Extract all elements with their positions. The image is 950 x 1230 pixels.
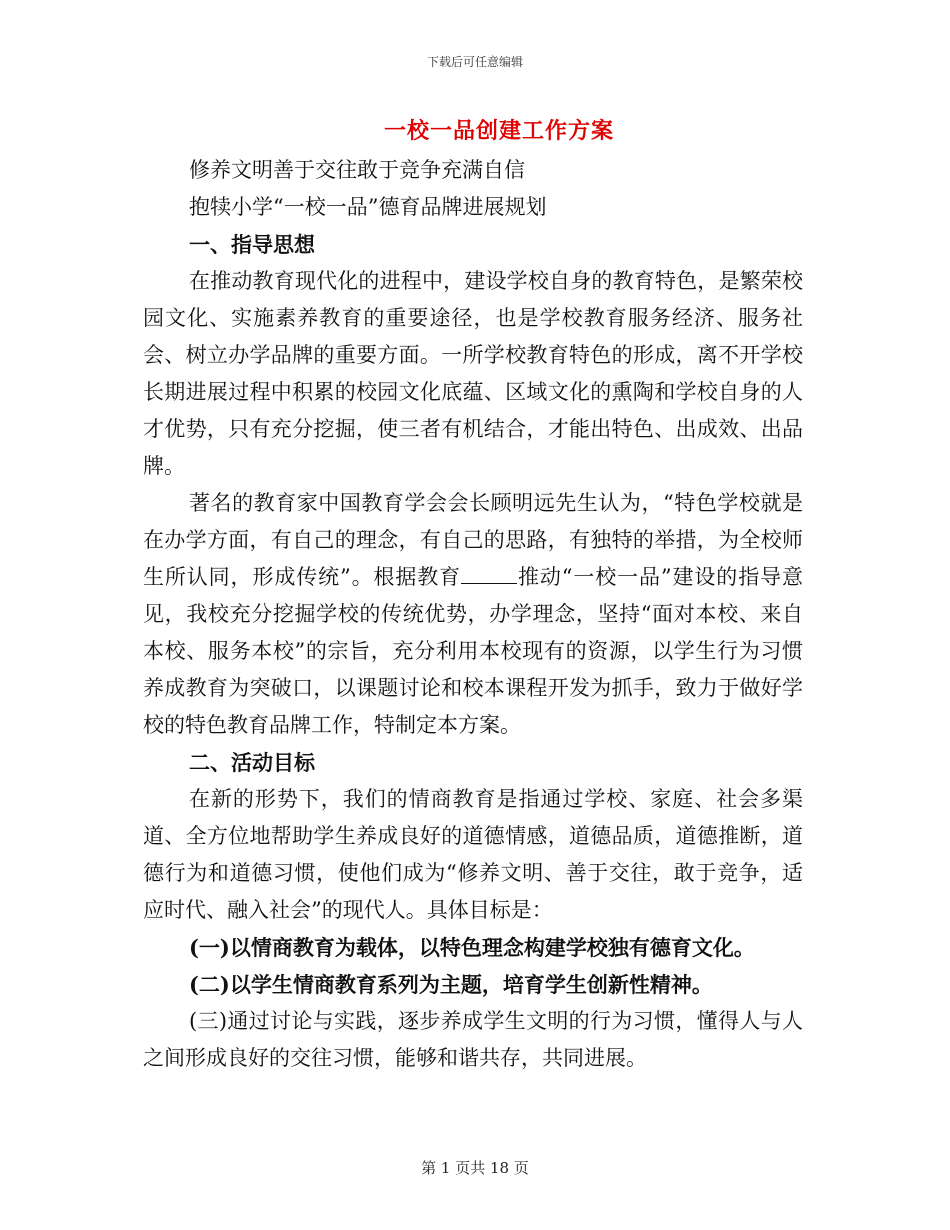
- section-1-paragraph-2-part-a: 著名的教育家中国教育学会会长顾明远先生认为，“特色学校就是在办学方面，有自己的理念，有自己的思路，有独特的举措，为全校师生所认同，形成传统”。根据教育: [143, 491, 803, 589]
- goal-3: (三)通过讨论与实践，逐步养成学生文明的行为习惯，懂得人与人之间形成良好的交往习惯，能够和谐共存，共同进展。: [143, 1009, 803, 1070]
- header-note: 下载后可任意编辑: [426, 55, 523, 69]
- page-number: 第 1 页共 18 页: [421, 1159, 529, 1177]
- document-title: 一校一品创建工作方案: [383, 118, 614, 144]
- section-1-heading: 一、指导思想: [189, 232, 315, 257]
- subtitle-1: 修养文明善于交往敢于竞争充满自信: [189, 158, 525, 182]
- blank-underline: [461, 565, 517, 584]
- section-1-paragraph-2: [143, 485, 803, 744]
- section-2-heading: 二、活动目标: [189, 750, 315, 775]
- document-body: [143, 152, 803, 1077]
- goal-2: (二)以学生情商教育系列为主题，培育学生创新性精神。: [189, 972, 713, 997]
- subtitle-2: 抱犊小学“一校一品”德育品牌进展规划: [189, 195, 547, 219]
- section-1-paragraph-2-part-b: 推动“一校一品”建设的指导意见，我校充分挖掘学校的传统优势，办学理念，坚持“面对本校、来自本校、服务本校”的宗旨，充分利用本校现有的资源，以学生行为习惯养成教育为突破口，以课题讨论和校本课程开发为抓手，致力于做好学校的特色教育品牌工作，特制定本方案。: [143, 565, 803, 737]
- section-2-paragraph-1: 在新的形势下，我们的情商教育是指通过学校、家庭、社会多渠道、全方位地帮助学生养成良好的道德情感，道德品质，道德推断，道德行为和道德习惯，使他们成为“修养文明、善于交往，敢于竞争，适应时代、融入社会”的现代人。具体目标是：: [143, 787, 803, 922]
- goal-1: (一)以情商教育为载体，以特色理念构建学校独有德育文化。: [189, 935, 755, 960]
- section-1-paragraph-1: 在推动教育现代化的进程中，建设学校自身的教育特色，是繁荣校园文化、实施素养教育的重要途径，也是学校教育服务经济、服务社会、树立办学品牌的重要方面。一所学校教育特色的形成，离不开学校长期进展过程中积累的校园文化底蕴、区域文化的熏陶和学校自身的人才优势，只有充分挖掘，使三者有机结合，才能出特色、出成效、出品牌。: [143, 269, 803, 478]
